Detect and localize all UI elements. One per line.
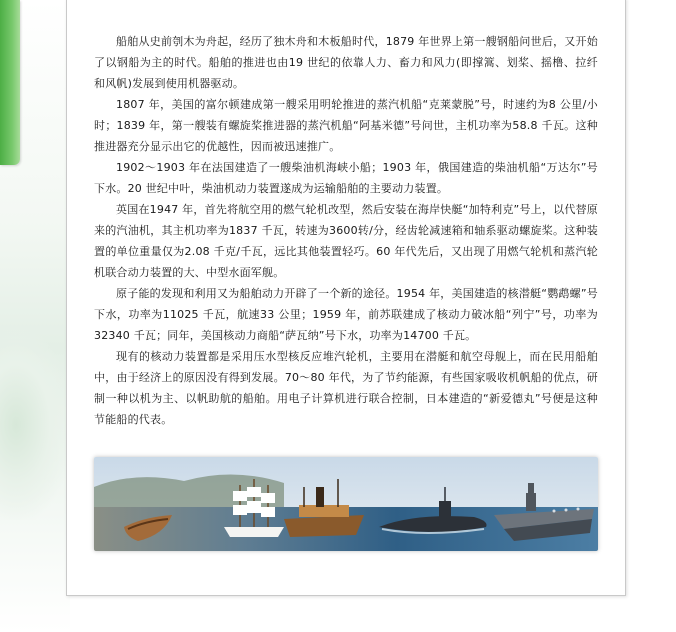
ship-evolution-banner [94, 457, 598, 551]
article-paragraph: 1807 年，美国的富尔顿建成第一艘采用明轮推进的蒸汽机船“克莱蒙脱”号，时速约为8 公里/小时；1839 年，第一艘装有螺旋桨推进器的蒸汽机船“阿基米德”号问世，主机功率为58.8 千瓦。这种推进器充分显示出它的优越性，因而被迅速推广。 [94, 98, 598, 153]
article-paragraph: 船舶从史前刳木为舟起，经历了独木舟和木板船时代，1879 年世界上第一艘钢船问世后，又开始了以钢船为主的时代。船舶的推进也由19 世纪的依靠人力、畜力和风力(即撑篙、划桨、摇橹、拉纤和风帆)发展到使用机器驱动。 [94, 35, 598, 90]
left-green-tab[interactable] [0, 0, 20, 165]
left-decorative-blob [0, 330, 70, 520]
banner-illustration [94, 457, 598, 551]
article-paragraph: 英国在1947 年，首先将航空用的燃气轮机改型，然后安装在海岸快艇“加特利克”号上，以代替原来的汽油机，其主机功率为1837 千瓦，转速为3600转/分，经齿轮减速箱和轴系驱动螺旋桨。这种装置的单位重量仅为2.08 千克/千瓦，远比其他装置轻巧。60 年代先后，又出现了用燃气轮机和蒸汽轮机联合动力装置的大、中型水面军舰。 [94, 203, 598, 279]
article-paragraph: 原子能的发现和利用又为船舶动力开辟了一个新的途径。1954 年，美国建造的核潜艇“鹦鹉螺”号下水，功率为11025 千瓦，航速33 公里；1959 年，前苏联建成了核动力破冰船“列宁”号，功率为32340 千瓦；同年，美国核动力商船“萨瓦纳”号下水，功率为14700 千瓦。 [94, 287, 598, 342]
article-paragraph: 现有的核动力装置都是采用压水型核反应堆汽轮机，主要用在潜艇和航空母舰上，而在民用船舶中，由于经济上的原因没有得到发展。70～80 年代，为了节约能源，有些国家吸收机帆船的优点，研制一种以机为主、以帆助航的船舶。用电子计算机进行联合控制，日本建造的“新爱德丸”号便是这种节能船的代表。 [94, 350, 598, 426]
article-body [94, 31, 598, 430]
article-paragraph: 1902～1903 年在法国建造了一艘柴油机海峡小船；1903 年，俄国建造的柴油机船“万达尔”号下水。20 世纪中叶，柴油机动力装置遂成为运输船舶的主要动力装置。 [94, 161, 598, 195]
